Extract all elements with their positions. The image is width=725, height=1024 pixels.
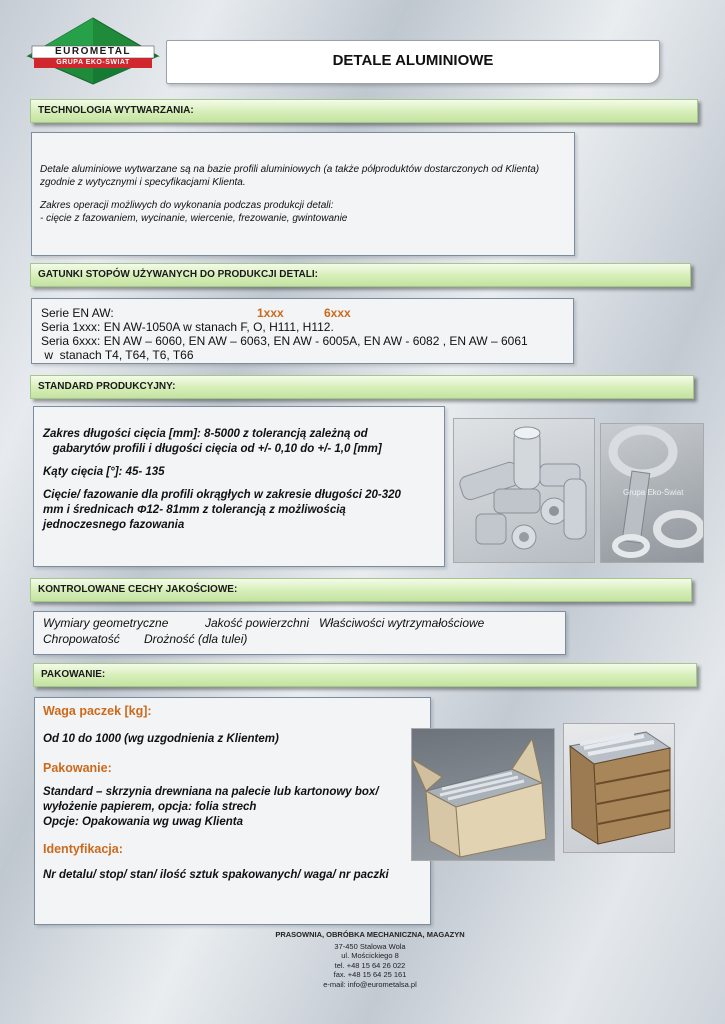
quality-geometry: Wymiary geometryczne: [43, 616, 169, 630]
weight-value: Od 10 do 1000 (wg uzgodnienia z Klientem): [43, 733, 279, 745]
section-heading-quality: [30, 578, 692, 602]
chamfered-tubes-photo: [600, 423, 704, 563]
section-heading-text: TECHNOLOGIA WYTWARZANIA:: [38, 105, 194, 116]
technology-box: [31, 132, 575, 256]
operations-intro: Zakres operacji możliwych do wykonania podczas produkcji detali:: [40, 200, 334, 211]
section-heading-text: STANDARD PRODUKCYJNY:: [38, 381, 176, 392]
alloys-box: [31, 298, 574, 364]
quality-box: [33, 611, 566, 655]
series-1xxx: 1xxx: [257, 306, 284, 320]
packing-options: Opcje: Opakowania wg uwag Klienta: [43, 816, 244, 828]
chamfer-line-1: Cięcie/ fazowanie dla profili okrągłych w zakresie długości 20-320: [43, 489, 401, 501]
section-heading-standard: [30, 375, 694, 399]
company-logo: [18, 16, 168, 86]
quality-surface: Jakość powierzchni: [205, 616, 310, 630]
series-label: Serie EN AW:: [41, 306, 114, 320]
section-heading-text: PAKOWANIE:: [41, 669, 106, 680]
logo-subtitle: GRUPA EKO-ŚWIAT: [56, 59, 130, 66]
series-1xxx-details: Seria 1xxx: EN AW-1050A w stanach F, O, H111, H112.: [41, 320, 334, 334]
section-heading-alloys: [30, 263, 691, 287]
section-heading-packing: [33, 663, 697, 687]
carton-box-photo: [411, 728, 555, 861]
footer: [240, 930, 500, 989]
ident-label: Identyfikacja:: [43, 842, 123, 856]
technology-paragraph: Detale aluminiowe wytwarzane są na bazie profili aluminiowych (a także półproduktów dostarczonych od Klienta) zgodnie z wytycznymi i specyfikacjami Klienta.: [40, 164, 540, 188]
photo-watermark: Grupa Eko-Świat: [623, 488, 684, 497]
footer-street: ul. Mościckiego 8: [341, 951, 399, 960]
section-heading-text: KONTROLOWANE CECHY JAKOŚCIOWE:: [38, 584, 238, 595]
ident-value: Nr detalu/ stop/ stan/ ilość sztuk spakowanych/ waga/ nr paczki: [43, 869, 389, 881]
section-heading-text: GATUNKI STOPÓW UŻYWANYCH DO PRODUKCJI DETALI:: [38, 269, 318, 280]
series-6xxx: 6xxx: [324, 306, 351, 320]
logo-name: EUROMETAL: [54, 46, 132, 57]
cut-length-tolerance: gabarytów profili i długości cięcia od +/- 0,10 do +/- 1,0 [mm]: [43, 443, 382, 455]
chamfer-line-2: mm i średnicach Φ12- 81mm z tolerancją z możliwością: [43, 504, 346, 516]
standard-box: [33, 406, 445, 567]
chamfer-line-3: jednoczesnego fazowania: [43, 519, 185, 531]
packing-lining: wyłożenie papierem, opcja: folia strech: [43, 801, 257, 813]
footer-email[interactable]: e-mail: info@eurometalsa.pl: [323, 979, 417, 989]
cut-length-range: Zakres długości cięcia [mm]: 8-5000 z tolerancją zależną od: [43, 428, 368, 440]
series-6xxx-tempers: w stanach T4, T64, T6, T66: [41, 348, 194, 362]
packing-box: [34, 697, 431, 925]
footer-fax: fax. +48 15 64 25 161: [333, 970, 407, 979]
operations-list: - cięcie z fazowaniem, wycinanie, wiercenie, frezowanie, gwintowanie: [40, 213, 348, 224]
quality-roughness: Chropowatość: [43, 632, 120, 646]
footer-city: 37-450 Stalowa Wola: [334, 941, 406, 951]
weight-label: Waga paczek [kg]:: [43, 704, 152, 718]
footer-phone: tel. +48 15 64 26 022: [334, 960, 406, 970]
section-heading-technology: [30, 99, 698, 123]
title-box: [166, 40, 660, 84]
footer-title: PRASOWNIA, OBRÓBKA MECHANICZNA, MAGAZYN: [275, 930, 465, 939]
series-6xxx-details: Seria 6xxx: EN AW – 6060, EN AW – 6063, EN AW - 6005A, EN AW - 6082 , EN AW – 6061: [41, 334, 528, 348]
cut-angles: Kąty cięcia [°]: 45- 135: [43, 466, 165, 478]
quality-strength: Właściwości wytrzymałościowe: [319, 616, 485, 630]
wooden-crate-photo: [563, 723, 675, 853]
quality-patency: Drożność (dla tulei): [144, 632, 248, 646]
packing-standard: Standard – skrzynia drewniana na palecie lub kartonowy box/: [43, 786, 379, 798]
packing-label: Pakowanie:: [43, 761, 112, 775]
aluminium-profiles-photo: [453, 418, 595, 563]
page-title: DETALE ALUMINIOWE: [332, 52, 494, 69]
